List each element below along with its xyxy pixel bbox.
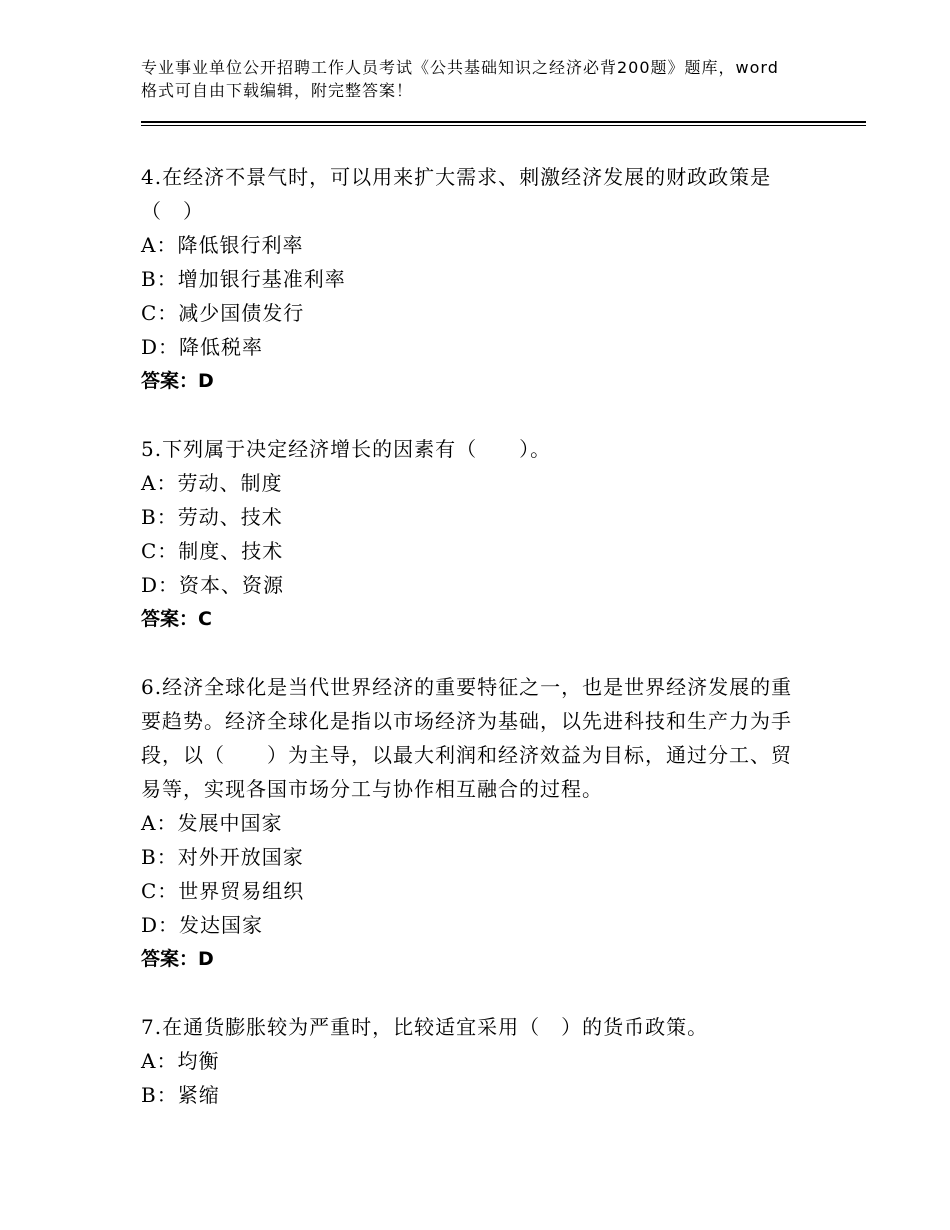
question-stem: 7.在通货膨胀较为严重时，比较适宜采用（ ）的货币政策。 [141, 1015, 709, 1039]
question-stem: 5.下列属于决定经济增长的因素有（ ）。 [141, 437, 552, 461]
option-d: D：资本、资源 [141, 573, 285, 597]
option-a: A：发展中国家 [141, 811, 283, 835]
option-b: B：对外开放国家 [141, 845, 304, 869]
question-5 [141, 432, 801, 636]
question-list [141, 160, 801, 1112]
option-b: B：劳动、技术 [141, 505, 283, 529]
header-rule-thin [141, 125, 866, 126]
spacer [141, 636, 801, 670]
option-c: C：减少国债发行 [141, 301, 305, 325]
answer-label: 答案：D [141, 948, 214, 970]
option-a: A：均衡 [141, 1049, 220, 1073]
document-header: 专业事业单位公开招聘工作人员考试《公共基础知识之经济必背200题》题库，word格式可自由下载编辑，附完整答案！ [141, 58, 779, 100]
option-a: A：降低银行利率 [141, 233, 304, 257]
spacer [141, 976, 801, 1010]
answer-label: 答案：C [141, 608, 212, 630]
option-b: B：紧缩 [141, 1083, 220, 1107]
option-c: C：制度、技术 [141, 539, 284, 563]
answer-label: 答案：D [141, 370, 214, 392]
option-d: D：发达国家 [141, 913, 264, 937]
option-a: A：劳动、制度 [141, 471, 283, 495]
question-stem: 6.经济全球化是当代世界经济的重要特征之一，也是世界经济发展的重要趋势。经济全球化是指以市场经济为基础，以先进科技和生产力为手段，以（ ）为主导，以最大利润和经济效益为目标，通过分工、贸易等，实现各国市场分工与协作相互融合的过程。 [141, 675, 793, 801]
spacer [141, 398, 801, 432]
option-c: C：世界贸易组织 [141, 879, 305, 903]
question-7 [141, 1010, 801, 1112]
option-b: B：增加银行基准利率 [141, 267, 346, 291]
question-stem: 4.在经济不景气时，可以用来扩大需求、刺激经济发展的财政政策是（ ） [141, 165, 772, 223]
option-d: D：降低税率 [141, 335, 264, 359]
header-rule-thick [141, 121, 866, 123]
question-6 [141, 670, 801, 976]
question-4 [141, 160, 801, 398]
